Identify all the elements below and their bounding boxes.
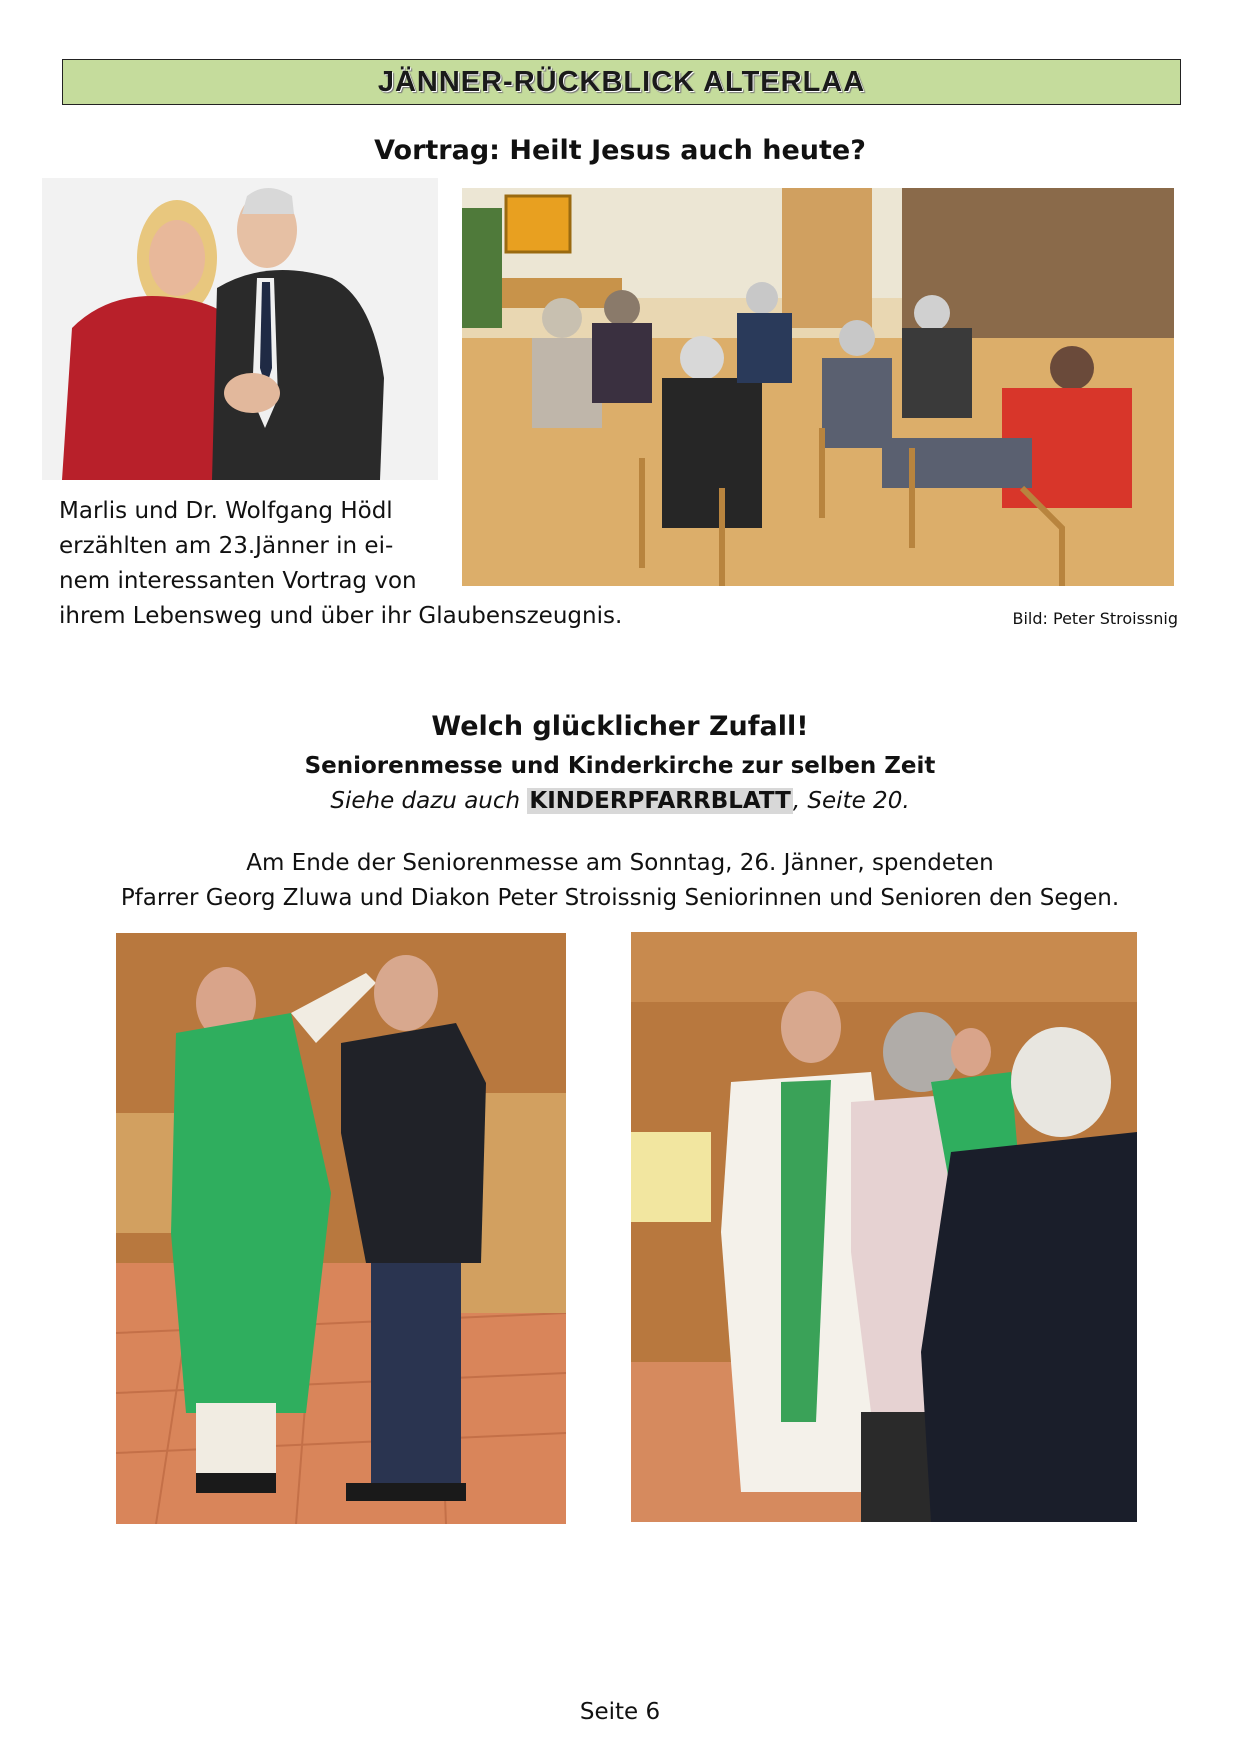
lecture-title: Vortrag: Heilt Jesus auch heute? <box>374 135 866 166</box>
ref-prefix: Siehe dazu auch <box>330 788 528 814</box>
caption-line: ihrem Lebensweg und über ihr Glaubenszeugnis. <box>59 603 623 629</box>
section2-title: Welch glücklicher Zufall! <box>431 711 809 742</box>
caption-line: nem interessanten Vortrag von <box>59 568 417 594</box>
body-line: Pfarrer Georg Zluwa und Diakon Peter Stroissnig Seniorinnen und Senioren den Segen. <box>120 885 1120 911</box>
section2-subtitle: Seniorenmesse und Kinderkirche zur selben Zeit <box>304 753 936 779</box>
ref-suffix: , Seite 20. <box>792 788 910 814</box>
photo-credit: Bild: Peter Stroissnig <box>1012 609 1178 628</box>
ref-highlight: KINDERPFARRBLATT <box>529 788 791 814</box>
cross-reference <box>0 788 1240 814</box>
caption-line: Marlis und Dr. Wolfgang Hödl <box>59 498 393 524</box>
caption-line: erzählten am 23.Jänner in ei- <box>59 533 394 559</box>
lecture-caption <box>59 494 622 634</box>
section2-body <box>0 846 1240 916</box>
banner-title: JÄNNER-RÜCKBLICK ALTERLAA <box>377 65 866 98</box>
body-line: Am Ende der Seniorenmesse am Sonntag, 26. Jänner, spendeten <box>246 850 994 876</box>
section-banner <box>62 59 1181 105</box>
blessing-photo-right <box>631 932 1137 1522</box>
page-number: Seite 6 <box>579 1699 661 1725</box>
blessing-photo-left <box>116 933 566 1524</box>
couple-portrait-photo <box>42 178 438 480</box>
